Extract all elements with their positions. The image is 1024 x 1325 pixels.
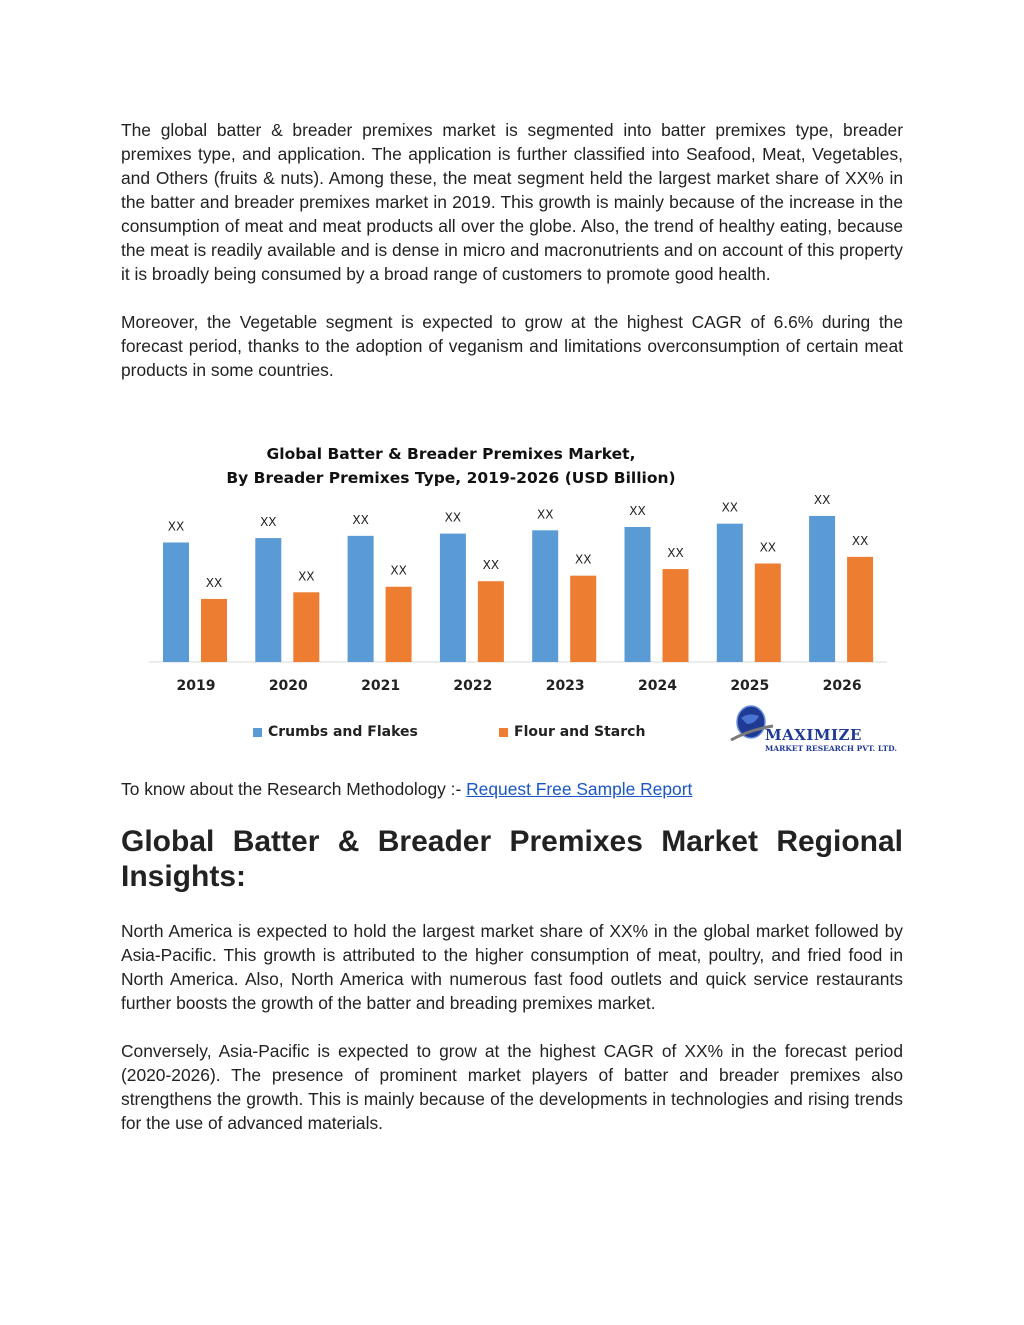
data-label-flour-2020: XX [298, 569, 315, 584]
x-tick-label-2026: 2026 [822, 678, 862, 694]
x-tick-label-2021: 2021 [361, 678, 401, 694]
x-tick-label-2025: 2025 [730, 678, 770, 694]
data-label-crumbs-2019: XX [167, 519, 185, 534]
legend-label-flour: Flour and Starch [514, 724, 646, 740]
data-label-crumbs-2020: XX [260, 515, 277, 530]
bar-chart [121, 436, 911, 766]
chart-title-line2: By Breader Premixes Type, 2019-2026 (USD Billion) [226, 469, 676, 487]
logo-name: MAXIMIZE [765, 726, 862, 744]
x-tick-label-2023: 2023 [545, 678, 585, 694]
bar-crumbs-2022 [440, 534, 466, 662]
bar-flour-2026 [847, 557, 873, 662]
data-label-flour-2021: XX [390, 563, 407, 578]
bar-flour-2021 [386, 587, 412, 662]
methodology-text: To know about the Research Methodology :- [121, 779, 467, 799]
x-tick-label-2024: 2024 [638, 678, 677, 694]
data-label-flour-2026: XX [851, 533, 869, 548]
data-label-flour-2024: XX [667, 546, 684, 561]
logo-subtitle: MARKET RESEARCH PVT. LTD. [765, 744, 897, 753]
data-label-crumbs-2026: XX [813, 492, 831, 507]
bar-crumbs-2021 [348, 536, 374, 662]
bar-flour-2019 [201, 599, 227, 662]
bar-flour-2024 [663, 569, 689, 662]
bar-crumbs-2024 [625, 527, 651, 662]
chart-title-line1: Global Batter & Breader Premixes Market, [266, 445, 636, 463]
methodology-line [121, 779, 692, 800]
legend-item-flour [499, 724, 645, 740]
bar-flour-2023 [570, 576, 596, 662]
data-label-crumbs-2024: XX [629, 503, 646, 518]
intro-section [121, 118, 903, 382]
bar-flour-2022 [478, 581, 504, 662]
data-label-flour-2019: XX [205, 575, 223, 590]
legend-label-crumbs: Crumbs and Flakes [268, 724, 418, 740]
data-label-crumbs-2025: XX [721, 500, 739, 515]
data-label-flour-2025: XX [759, 540, 777, 555]
data-label-crumbs-2022: XX [444, 510, 462, 525]
bar-crumbs-2026 [809, 516, 835, 662]
legend-swatch-crumbs [253, 728, 262, 737]
data-label-crumbs-2023: XX [536, 507, 554, 522]
section-heading: Global Batter & Breader Premixes Market Regional Insights: [121, 825, 903, 893]
x-tick-label-2020: 2020 [268, 678, 308, 694]
paragraph-vegetable: Moreover, the Vegetable segment is expected to grow at the highest CAGR of 6.6% during the forecast period, thanks to the adoption of veganism and limitations overconsumption of certain meat products in some countries. [121, 312, 903, 380]
x-tick-label-2022: 2022 [453, 678, 493, 694]
request-sample-link[interactable]: Request Free Sample Report [466, 779, 693, 799]
data-label-flour-2023: XX [574, 552, 592, 567]
paragraph-segmentation: The global batter & breader premixes market is segmented into batter premixes type, breader premixes type, and application. The application is further classified into Seafood, Meat, Vegetables, and Others (fruits & nuts). Among these, the meat segment held the largest market share of XX% in the batter and breader premixes market in 2019. This growth is mainly because of the increase in the consumption of meat and meat products all over the globe. Also, the trend of healthy eating, because the meat is readily available and is dense in micro and macronutrients and on account of this property it is broadly being consumed by a broad range of customers to promote good health. [121, 120, 903, 284]
bar-crumbs-2025 [717, 524, 743, 662]
bar-crumbs-2019 [163, 542, 189, 662]
paragraph-north-america: North America is expected to hold the largest market share of XX% in the global market followed by Asia-Pacific. This growth is attributed to the higher consumption of meat, poultry, and fried food in North America. Also, North America with numerous fast food outlets and quick service restaurants further boosts the growth of the batter and breading premixes market. [121, 921, 903, 1013]
maximize-logo [729, 700, 909, 756]
data-label-flour-2022: XX [482, 558, 500, 573]
regional-section [121, 919, 903, 1135]
bar-flour-2020 [293, 592, 319, 662]
bar-crumbs-2023 [532, 530, 558, 662]
paragraph-asia-pacific: Conversely, Asia-Pacific is expected to grow at the highest CAGR of XX% in the forecast period (2020-2026). The presence of prominent market players of batter and breader premixes also strengthens the growth. This is mainly because of the developments in technologies and rising trends for the use of advanced materials. [121, 1041, 903, 1133]
bar-crumbs-2020 [255, 538, 281, 662]
legend-swatch-flour [499, 728, 508, 737]
legend-item-crumbs [253, 724, 418, 740]
bar-flour-2025 [755, 564, 781, 662]
x-tick-label-2019: 2019 [176, 678, 216, 694]
data-label-crumbs-2021: XX [352, 512, 369, 527]
